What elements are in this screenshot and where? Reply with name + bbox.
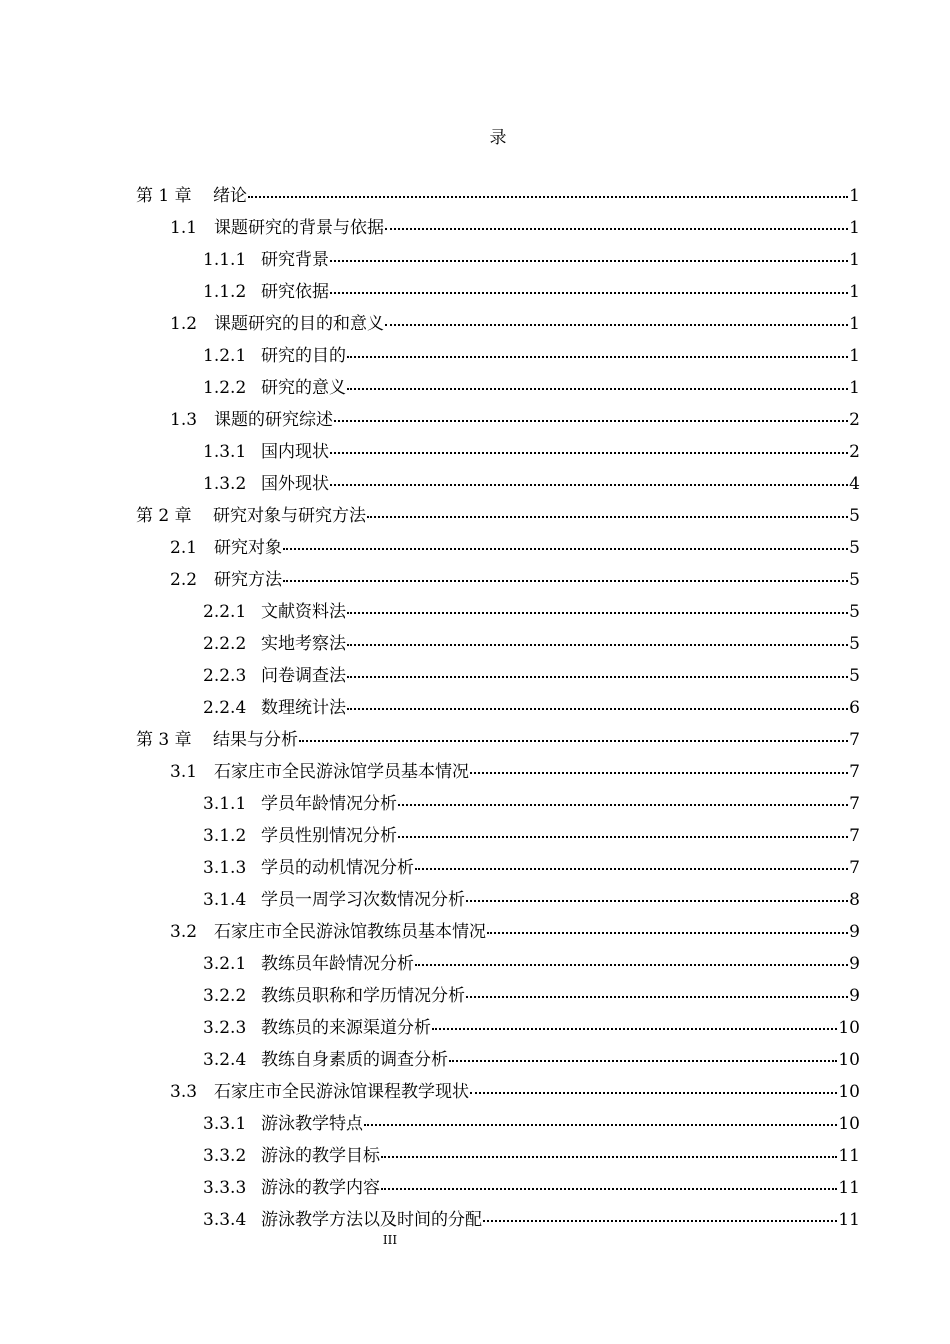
toc-entry-number: 3.3.1 xyxy=(203,1114,247,1134)
toc-entry-label: 教练员年龄情况分析 xyxy=(261,954,414,974)
toc-entry[interactable] xyxy=(136,181,860,211)
toc-leader-dots xyxy=(398,835,848,838)
page-number-footer: III xyxy=(382,1233,398,1247)
toc-entry[interactable] xyxy=(170,757,860,787)
toc-entry[interactable] xyxy=(203,661,860,691)
toc-entry-number: 1.1 xyxy=(170,218,198,238)
toc-entry[interactable] xyxy=(203,469,860,499)
toc-leader-dots xyxy=(381,1155,837,1158)
toc-entry-page: 7 xyxy=(849,826,860,846)
toc-entry-number: 3.2 xyxy=(170,922,198,942)
toc-leader-dots xyxy=(364,1123,837,1126)
toc-entry-page: 5 xyxy=(849,506,860,526)
toc-entry-label: 研究方法 xyxy=(214,570,282,590)
toc-entry-number: 1.1.2 xyxy=(203,282,247,302)
toc-leader-dots xyxy=(347,611,848,614)
toc-entry[interactable] xyxy=(170,309,860,339)
toc-entry-label: 课题研究的背景与依据 xyxy=(214,218,384,238)
toc-entry-number: 3.3.2 xyxy=(203,1146,247,1166)
toc-entry-number: 2.2.2 xyxy=(203,634,247,654)
toc-entry-page: 10 xyxy=(838,1082,860,1102)
toc-entry[interactable] xyxy=(170,1077,860,1107)
toc-entry-page: 7 xyxy=(849,794,860,814)
toc-entry-number: 1.2.2 xyxy=(203,378,247,398)
toc-leader-dots xyxy=(330,291,848,294)
toc-entry[interactable] xyxy=(203,821,860,851)
toc-entry-page: 11 xyxy=(838,1210,860,1230)
toc-entry-page: 6 xyxy=(849,698,860,718)
toc-entry-label: 结果与分析 xyxy=(213,730,298,750)
toc-leader-dots xyxy=(367,515,848,518)
toc-entry-label: 文献资料法 xyxy=(261,602,346,622)
toc-leader-dots xyxy=(470,771,848,774)
toc-entry-label: 课题研究的目的和意义 xyxy=(214,314,384,334)
toc-entry[interactable] xyxy=(136,725,860,755)
toc-leader-dots xyxy=(487,931,848,934)
toc-entry-label: 研究依据 xyxy=(261,282,329,302)
toc-entry-number: 3.1.2 xyxy=(203,826,247,846)
toc-leader-dots xyxy=(347,387,848,390)
toc-entry-label: 游泳的教学目标 xyxy=(261,1146,380,1166)
toc-entry-label: 研究的目的 xyxy=(261,346,346,366)
toc-entry[interactable] xyxy=(203,373,860,403)
toc-entry[interactable] xyxy=(170,405,860,435)
toc-entry-label: 教练员职称和学历情况分析 xyxy=(261,986,465,1006)
toc-entry-number: 1.3 xyxy=(170,410,198,430)
toc-entry[interactable] xyxy=(170,565,860,595)
toc-entry-number: 2.2.1 xyxy=(203,602,247,622)
toc-entry-page: 2 xyxy=(849,442,860,462)
toc-leader-dots xyxy=(449,1059,837,1062)
toc-entry-label: 游泳的教学内容 xyxy=(261,1178,380,1198)
toc-entry-number: 3.2.4 xyxy=(203,1050,247,1070)
toc-leader-dots xyxy=(466,995,848,998)
toc-entry-number: 2.2.4 xyxy=(203,698,247,718)
toc-entry-page: 1 xyxy=(849,282,860,302)
toc-entry-label: 绪论 xyxy=(213,186,247,206)
toc-entry-page: 5 xyxy=(849,602,860,622)
toc-entry-label: 教练员的来源渠道分析 xyxy=(261,1018,431,1038)
toc-entry-label: 国内现状 xyxy=(261,442,329,462)
toc-entry-page: 7 xyxy=(849,730,860,750)
toc-entry-page: 5 xyxy=(849,634,860,654)
toc-entry-label: 石家庄市全民游泳馆教练员基本情况 xyxy=(214,922,486,942)
toc-entry-label: 国外现状 xyxy=(261,474,329,494)
toc-entry-number: 3.2.2 xyxy=(203,986,247,1006)
toc-entry[interactable] xyxy=(203,277,860,307)
toc-entry-page: 7 xyxy=(849,762,860,782)
toc-leader-dots xyxy=(299,739,848,742)
toc-leader-dots xyxy=(330,451,848,454)
toc-entry[interactable] xyxy=(203,1173,860,1203)
toc-entry-label: 学员性别情况分析 xyxy=(261,826,397,846)
toc-leader-dots xyxy=(347,355,848,358)
toc-entry-page: 8 xyxy=(849,890,860,910)
toc-entry-label: 研究的意义 xyxy=(261,378,346,398)
toc-entry-number: 第 2 章 xyxy=(136,506,192,526)
toc-entry-page: 5 xyxy=(849,666,860,686)
toc-entry[interactable] xyxy=(170,533,860,563)
toc-entry-label: 学员年龄情况分析 xyxy=(261,794,397,814)
toc-leader-dots xyxy=(415,867,848,870)
toc-entry-label: 数理统计法 xyxy=(261,698,346,718)
toc-entry-number: 第 1 章 xyxy=(136,186,192,206)
toc-entry-page: 7 xyxy=(849,858,860,878)
toc-entry-number: 3.3.4 xyxy=(203,1210,247,1230)
toc-entry-page: 10 xyxy=(838,1018,860,1038)
toc-entry-page: 1 xyxy=(849,186,860,206)
toc-entry-label: 研究对象 xyxy=(214,538,282,558)
toc-entry-label: 研究背景 xyxy=(261,250,329,270)
toc-entry[interactable] xyxy=(203,1141,860,1171)
toc-entry-number: 1.3.1 xyxy=(203,442,247,462)
toc-leader-dots xyxy=(283,579,848,582)
toc-entry-number: 3.1 xyxy=(170,762,198,782)
toc-entry-page: 5 xyxy=(849,570,860,590)
toc-leader-dots xyxy=(470,1091,837,1094)
toc-entry[interactable] xyxy=(203,341,860,371)
toc-leader-dots xyxy=(385,323,848,326)
toc-entry[interactable] xyxy=(203,1013,860,1043)
toc-entry-label: 石家庄市全民游泳馆课程教学现状 xyxy=(214,1082,469,1102)
toc-entry-number: 2.2 xyxy=(170,570,198,590)
toc-entry[interactable] xyxy=(203,885,860,915)
toc-entry-page: 10 xyxy=(838,1114,860,1134)
toc-entry-label: 学员的动机情况分析 xyxy=(261,858,414,878)
toc-entry-label: 游泳教学特点 xyxy=(261,1114,363,1134)
toc-leader-dots xyxy=(466,899,848,902)
toc-entry-label: 学员一周学习次数情况分析 xyxy=(261,890,465,910)
toc-entry[interactable] xyxy=(203,693,860,723)
toc-entry-number: 1.2 xyxy=(170,314,198,334)
toc-entry-page: 1 xyxy=(849,250,860,270)
toc-leader-dots xyxy=(334,419,848,422)
toc-entry[interactable] xyxy=(170,917,860,947)
toc-entry-page: 2 xyxy=(849,410,860,430)
toc-leader-dots xyxy=(347,707,848,710)
toc-entry-number: 1.3.2 xyxy=(203,474,247,494)
toc-entry-label: 教练自身素质的调查分析 xyxy=(261,1050,448,1070)
toc-leader-dots xyxy=(415,963,848,966)
toc-entry-number: 1.1.1 xyxy=(203,250,247,270)
toc-entry[interactable] xyxy=(203,1045,860,1075)
toc-entry-page: 9 xyxy=(849,922,860,942)
toc-leader-dots xyxy=(347,643,848,646)
toc-entry-page: 11 xyxy=(838,1146,860,1166)
toc-entry[interactable] xyxy=(203,1109,860,1139)
toc-leader-dots xyxy=(385,227,848,230)
toc-entry[interactable] xyxy=(136,501,860,531)
toc-entry-number: 3.2.1 xyxy=(203,954,247,974)
toc-entry-page: 1 xyxy=(849,378,860,398)
toc-entry-page: 4 xyxy=(849,474,860,494)
toc-entry-label: 课题的研究综述 xyxy=(214,410,333,430)
toc-entry-number: 1.2.1 xyxy=(203,346,247,366)
toc-entry-page: 1 xyxy=(849,346,860,366)
toc-entry-number: 3.3 xyxy=(170,1082,198,1102)
toc-leader-dots xyxy=(330,483,848,486)
toc-entry-label: 石家庄市全民游泳馆学员基本情况 xyxy=(214,762,469,782)
toc-entry-page: 1 xyxy=(849,218,860,238)
toc-entry[interactable] xyxy=(203,981,860,1011)
toc-entry[interactable] xyxy=(203,597,860,627)
toc-leader-dots xyxy=(483,1219,837,1222)
toc-entry[interactable] xyxy=(203,789,860,819)
toc-entry-number: 2.1 xyxy=(170,538,198,558)
toc-leader-dots xyxy=(330,259,848,262)
toc-entry-page: 10 xyxy=(838,1050,860,1070)
toc-leader-dots xyxy=(381,1187,837,1190)
toc-entry-label: 问卷调查法 xyxy=(261,666,346,686)
toc-entry[interactable] xyxy=(203,949,860,979)
toc-entry[interactable] xyxy=(203,437,860,467)
toc-entry-number: 3.1.4 xyxy=(203,890,247,910)
toc-entry[interactable] xyxy=(203,1205,860,1235)
toc-entry-label: 研究对象与研究方法 xyxy=(213,506,366,526)
page-title: 录 xyxy=(489,128,507,148)
toc-entry-page: 9 xyxy=(849,954,860,974)
toc-entry-label: 游泳教学方法以及时间的分配 xyxy=(261,1210,482,1230)
toc-entry[interactable] xyxy=(203,245,860,275)
toc-leader-dots xyxy=(432,1027,837,1030)
toc-entry-number: 2.2.3 xyxy=(203,666,247,686)
toc-entry-page: 11 xyxy=(838,1178,860,1198)
toc-entry[interactable] xyxy=(170,213,860,243)
toc-leader-dots xyxy=(248,195,848,198)
toc-leader-dots xyxy=(347,675,848,678)
toc-entry-page: 9 xyxy=(849,986,860,1006)
toc-entry-number: 第 3 章 xyxy=(136,730,192,750)
toc-entry-number: 3.2.3 xyxy=(203,1018,247,1038)
toc-entry-page: 1 xyxy=(849,314,860,334)
toc-entry[interactable] xyxy=(203,853,860,883)
toc-entry[interactable] xyxy=(203,629,860,659)
toc-entry-number: 3.1.3 xyxy=(203,858,247,878)
toc-leader-dots xyxy=(283,547,848,550)
toc-entry-label: 实地考察法 xyxy=(261,634,346,654)
toc-entry-page: 5 xyxy=(849,538,860,558)
toc-entry-number: 3.1.1 xyxy=(203,794,247,814)
toc-entry-number: 3.3.3 xyxy=(203,1178,247,1198)
toc-leader-dots xyxy=(398,803,848,806)
